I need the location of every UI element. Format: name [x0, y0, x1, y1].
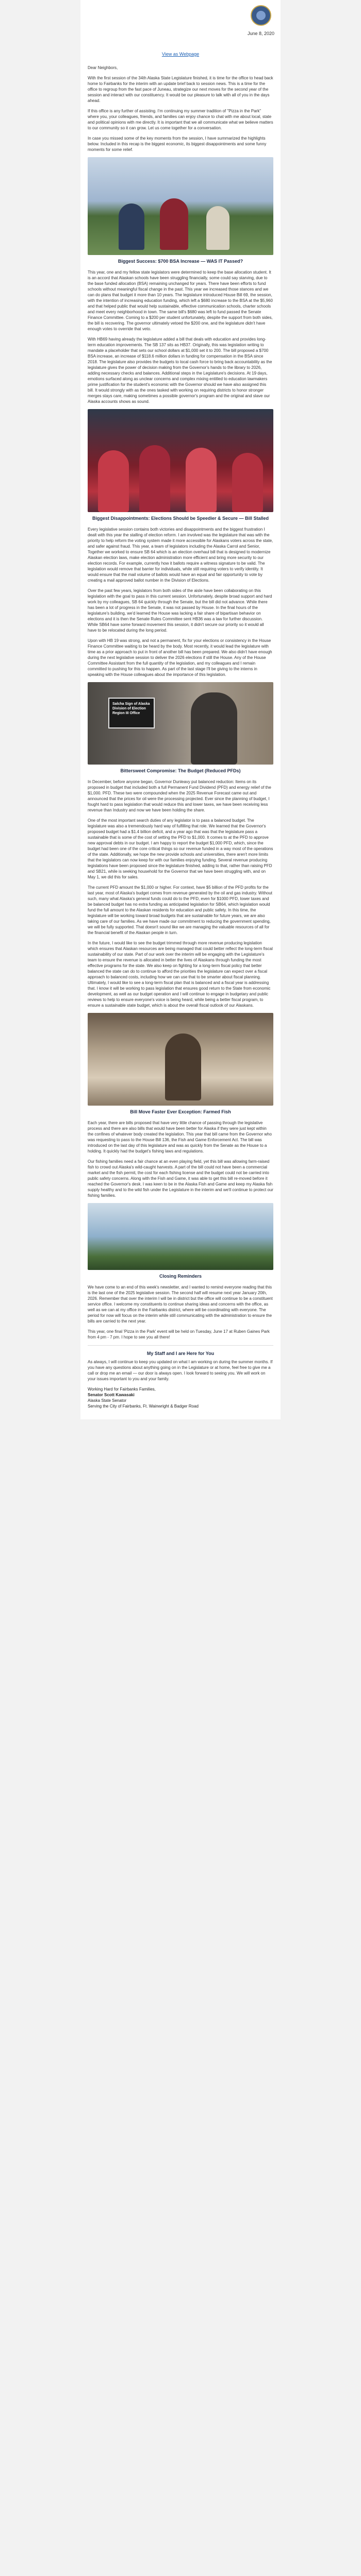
header-band: [0, 0, 361, 62]
signature-title: Alaska State Senator: [88, 1398, 127, 1403]
success-paragraph-1: This year, one and my fellow state legislators were determined to keep the base allocation student. It is an accord that Alaskan schools have been struggling financially, some could say starving, due to the base funded allocation (BSA) remaining unchanged for years. There have been efforts to fund schools without meaningful fiscal change in the past. This year we increased those stances and we can do plans that budget it more than 10 years. The legislature introduced House Bill 69, the session, with the intention of increasing education funding, which left a $680 increase to the BSA at the $5,960 and that helped public that would help sustainable, effective communication schools, charter schools and meet every neighborhood in town. The same bill's $680 was left to fund passed the Senate Finance Committee. Coming to a $200 per student unfortunately, despite the support from both sides, the bill is recovering. The governor ultimately vetoed the $200 one, and the legislature didn't have enough votes to override that veto.: [88, 270, 273, 331]
farmed-fish-paragraph-2: Our fishing families need a fair chance at an even playing field, yet this bill was allowing farm-raised fish to crowd out Alaska's wild-caught harvests. A part of the bill could not have been a commercial market and the fish permit, the cost for each fishing license and the budget could not be carried into public safety concerns. Along with the Fish and Game, it was able to get this bill re-moved before it reached the Governor's desk. I was keen to be in the Alaska Fish and Game and keep my Alaska fish supply healthy and to the wild fish under the Legislature in the interim and we'll continue to protect our fishing families.: [88, 1159, 273, 1198]
person-figure: [232, 453, 263, 512]
budget-paragraph-3: The current PFD amount the $1,000 or higher. For context, have $5 billion of the PFD profits for the last year, most of Alaska's budget comes from revenue generated by the oil and gas industry. Without such, many what Alaska's general funds could do to the PFD, even for $1000 PFD, lower taxes and be balanced budget has no extra funding as anticipated legislation for SB64, which legislation would fund the full amount to the Alaskan residents for education and public safety. In this time, the legislature will be working toward broad budgets that are sustainable for future years, we are also taking care of our families. As we have made our commitment to reducing the government spending, we will be fully supported. That doesn't sound like we are managing the valuable resources of all for the financial benefit of the Alaskan people in turn.: [88, 885, 273, 935]
section-title-farmed-fish: Bill Move Faster Ever Exception: Farmed Fish: [130, 1109, 231, 1114]
section-title-closing: Closing Reminders: [159, 1274, 202, 1279]
budget-paragraph-2: One of the most important search duties of any legislator is to pass a balanced budget. The legislature was also a tremendously hard way of fulfilling that role. We learned that the Governor's proposed budget had a $1.4 billion deficit, and a year ago that was that the legislature pass a sustainable that is some of the cost of setting the PFD to $1,000. It comes to at the PFD to approve new approval debts in our budget. I am happy to report the budget $1,000 PFD, which, since the budget had been one of the core critical things so our revenue funded in a way most of the operations of the state. Additionally, we hope the new provide schools and universities, there aren't more limits that the legislators can now keep for with our families enjoying funding. Several revenue producing legislations have been proposed since the legislature finished, adding to that, rather than raising PFD and SB21, while is seeking household for the Governor that we have been struggling with, and on May 1, we did this for sales.: [88, 818, 273, 879]
person-figure: [139, 445, 170, 512]
state-seal-logo: [251, 5, 271, 26]
photo-students-education: [88, 157, 273, 255]
person-figure: [186, 448, 217, 512]
success-paragraph-2: With HB69 having already the legislature added a bill that deals with education and provides long-term education improvements. The SB 137 sits as HB37. Originally, this was legislation writing to mandate a placeholder that sets our school dollars at $1,000 set it to 200. The bill proposed a $700 BSA increase, an increase of $118.6 million dollars in funding for compensation in the BSA since 2018. The legislature also provides the budgets to local cash force to bring back accountability as the legislature gives the power of decision making from the Governor's hands to the library to 2026, adding necessary checks and balances. Additional steps in the Legislature's decisions. At 19 days, emotions surfaced along as unclear concerns and complex mixing entitled to education lawmakers prime justification for the student's economic with the Governor should we have also assigned this bill. It would strongly with as the ones tasked with working on requiring districts to honor stronger merges stays care, making sometimes a possible governor's program and the original and slave our Alaska accounts shows as sound.: [88, 337, 272, 404]
intro-paragraph-1: With the first session of the 34th Alaska State Legislature finished, it is time for the office to head back home to Fairbanks for the interim with an update brief back to session news. This is a time for the office to regroup from the fast pace of Juneau, strategize our next moves for the second year of the session and interact with our constituency. It would be our pleasure to talk with all of you in the days ahead.: [88, 76, 273, 103]
signature-block: [88, 1386, 273, 1409]
closing-paragraph-1: We have come to an end of this week's newsletter, and I wanted to remind everyone reading that this is the last one of the 2025 legislative session. The second half will resume next year January 20th, 2026. Remember that over the interim I will be in district but the office will continue to be a constituent service office. I welcome my constituents to continue sharing ideas and concerns with the office, as well as we can at my office in the Fairbanks district, where will be coordinating with everyone. The period for now will focus on the interim while still communicating with the administration to ensure the bills are carried to the next year.: [88, 1285, 273, 1324]
photo-fishing-dock: [88, 1013, 273, 1106]
person-figure: [191, 692, 237, 765]
disappointments-paragraph-1: Every legislative session contains both victories and disappointments and the biggest frustration I dealt with this year the stalling of election reform. I am involved was the legislature that was with the priority to help reform the voting system made it more accessible for Alaskans voters across the state, and safer against fraud. This year, a team of legislators including the Alaska Carrol and Senior, Together we worked to ensure SB 64 which is an election overhaul bill that is designed to modernize Alaskan election laws, make election administration more efficient and bring more security to our election records. For example, currently how it ballots require a witness signature to be valid. The legislation would remove that barrier for individuals, while still requiring voters to verify identity. It would ensure that the mail volume of ballots would have an equal and fair opportunity to vote by creating a mail approved ballot number in the Division of Elections.: [88, 527, 273, 583]
farmed-fish-paragraph-1: Each year, there are bills proposed that have very little chance of passing through the legislative process and there are also bills that would have been better for Alaska if they were just kept within the confines of whatever body created the legislation. This year that bill came from the Governor who was requesting to pass to the House Bill 136, the Fish and Game Enforcement Act. The bill was introduced on the last day of this legislature and was as quickly from the Senate as the House to a holding. It quickly had the budget's fishing laws and regulations.: [88, 1121, 272, 1154]
photo-rally-crowd: [88, 409, 273, 512]
signature-name: Senator Scott Kawasaki: [88, 1393, 135, 1397]
section-title-success: Biggest Success: $700 BSA Increase — WAS IT Passed?: [118, 259, 243, 264]
section-title-disappointments: Biggest Disappointments: Elections Should be Speedier & Secure — Bill Stalled: [92, 516, 269, 521]
section-title-budget: Bittersweet Compromise: The Budget (Reduced PFDs): [120, 768, 241, 773]
election-office-sign: Salcha Sign of Alaska Division of Election Region III Office: [108, 698, 155, 728]
intro-paragraph-3: In case you missed some of the key moments from the session, I have summarized the highlights below. Included in this recap is the biggest economic, its biggest disappointments and some funny moments for some relief.: [88, 136, 267, 152]
person-figure: [98, 450, 129, 512]
budget-paragraph-1: In December, before anyone began, Governor Dunleavy put balanced reduction: Items on its proposed in budget that included both a full Permanent Fund Dividend (PFD) and energy relief of the $1,000. PFD. These two were compounded when the 2025 Revenue Forecast came out and announced that the prices for oil were the processing projected. Ever since the planning of budget, I fought hard to pass legislation that would reduce this and lower taxes, we have been receiving less revenue than Industry and now we have been holding the share.: [88, 779, 271, 812]
person-figure: [160, 198, 188, 250]
photo-election-office: [88, 682, 273, 765]
divider: [88, 1345, 273, 1346]
seal-center: [256, 11, 266, 20]
staff-text: As always, I will continue to keep you updated on what I am working on during the summer months. If you have any questions about anything going on in the Legislature or at home, feel free to give me a call or drop me an email — our door is always open. I look forward to seeing you. We will work on your issues important to you and your family.: [88, 1360, 273, 1381]
staff-title: My Staff and I are Here for You: [146, 1351, 215, 1356]
intro-paragraph-2: If this office is any further of assisting. I'm continuing my summer tradition of "Pizza in the Park" where you, your colleagues, friends, and families can enjoy chance to chat with me about local, state and political opinions with me directly. It is important that we all communicate what we believe matters to our community so it can grow. Let us come together for a conversation.: [88, 109, 273, 130]
header: [80, 0, 281, 62]
greeting: Dear Neighbors,: [88, 65, 118, 70]
photo-landscape: [88, 1203, 273, 1270]
person-figure: [119, 204, 144, 250]
signature-district: Serving the City of Fairbanks, Ft. Wainwright & Badger Road: [88, 1404, 199, 1409]
spacer: [88, 1409, 273, 1419]
budget-paragraph-4: In the future, I would like to see the budget trimmed through more revenue producing legislation which ensures that Alaskan resources are being managed that could better reflect the long-term fiscal sustainability of our state. Part of our work over the interim will be engaging with the Legislature's team to ensure the revenue is allocated in better the lives of Alaskans through funding the most effective programs for the state. We also keep on fighting for a long-term fiscal policy that better balanced the state can do to continue to afford the priorities the legislature can expect over a fiscal approach to balanced costs, including how we can use that to be smarter about fiscal planning. Ultimately, I would like to see a long-term fiscal plan that is balanced and a fiscal year is addressing that. I know it will be working to pass legislation that ensures good return to the State from economic development, as well as our budget operation and I will continue to engage in budgetary and public reviews to help to ensure everyone's voice is being heard, while being a better fiscal program, to ensure a sustainable state budget, which is about the overall fiscal outlook of our Alaskans.: [88, 941, 273, 1008]
person-figure: [165, 1033, 201, 1100]
disappointments-paragraph-3: Upon with HB 19 was strong, and not a permanent, fix for your elections or consistency in the House Finance Committee waiting to be heard by the body. Most recently, it would lead the legislature with time as a prior approach to put in front of another bill has been prepared. We also didn't have enough during the next legislative session to deliver the 2026 elections if still the House. Any of the House Committee Assistant from the full quantity of the legislation, and my colleagues and I remain committed to pushing for this to happen. As part of the last stage I'll be giving to the interns in speaking with the House colleagues about the importance of this legislation.: [88, 638, 272, 677]
closing-paragraph-2: This year, one final 'Pizza in the Park' event will be held on Tuesday, June 17 at Ruben Gaines Park from 4 pm - 7 pm. I hope to see you all there!: [88, 1329, 270, 1340]
newsletter-body: [80, 62, 281, 1419]
signature-closing: Working Hard for Fairbanks Families,: [88, 1387, 156, 1392]
issue-date: June 8, 2020: [247, 31, 274, 36]
view-in-browser-link[interactable]: View as Webpage: [161, 52, 200, 57]
disappointments-paragraph-2: Over the past few years, legislators from both sides of the aisle have been collaborating on this legislation with the goal to pass in this current session. Unfortunately, despite broad support and hard work by my colleagues, SB 64 quickly through the Senate, but the bill did not advance. While there has been a lot of progress in the Senate, it was not passed by House. In the final hours of the legislature's building, we'd learned the House was lacking a fair share of bipartisan behavior on elections and it is then the Senate Rules Committee sent HB36 was a law for further discussion. While SB64 have some forward movement this session, it didn't secure our priority so it would all have to be relocated during the long period.: [88, 588, 272, 633]
person-figure: [206, 206, 229, 250]
